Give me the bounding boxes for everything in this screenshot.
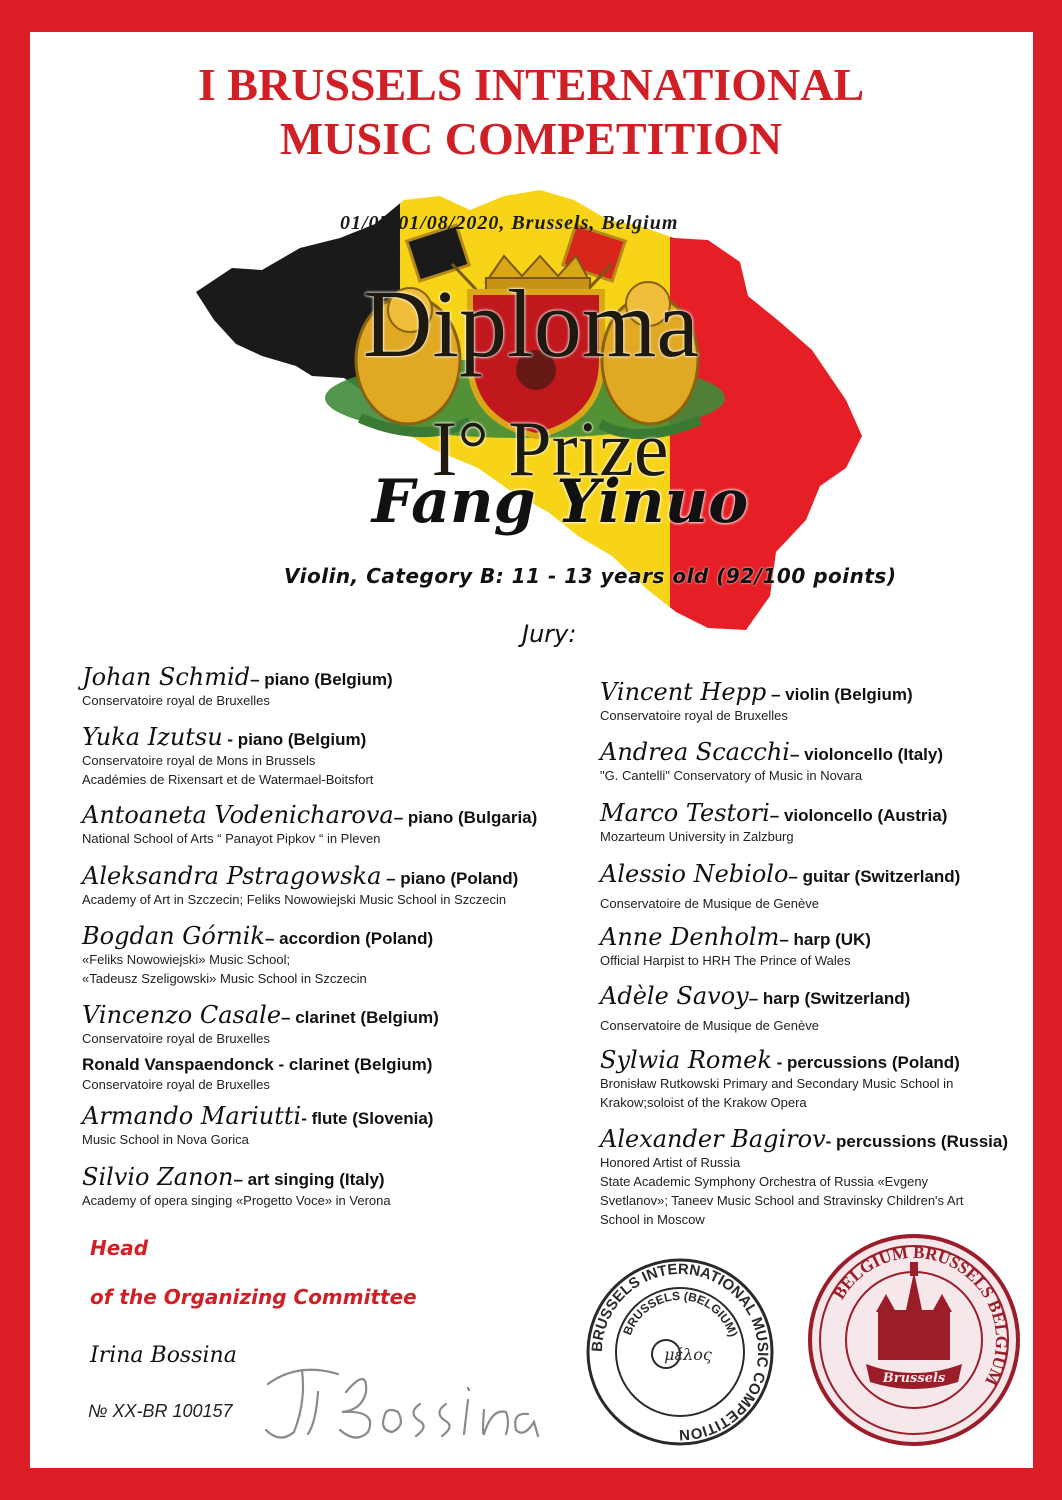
jury-member-institution: State Academic Symphony Orchestra of Russia «Evgeny [600,1174,929,1189]
jury-member-role: Ronald Vanspaendonck - clarinet (Belgium) [82,1055,433,1074]
jury-member-institution: Bronisław Rutkowski Primary and Secondary Music School in [600,1076,954,1091]
jury-member-name: Silvio Zanon [82,1163,234,1191]
diploma-serial-number: № XX-BR 100157 [88,1401,233,1421]
svg-text:Brussels: Brussels [882,1371,946,1386]
jury-member-institution: Mozarteum University in Zalzburg [600,829,794,844]
jury-member [82,922,433,988]
jury-member-institution: Academy of Art in Szczecin; Feliks Nowowiejski Music School in Szczecin [82,892,507,907]
diploma-heading: Diploma [363,270,699,377]
jury-member-role: – clarinet (Belgium) [281,1008,439,1027]
head-name: Irina Bossina [90,1343,237,1368]
jury-member-name: Anne Denholm [600,923,780,951]
jury-member-role: – accordion (Poland) [264,929,434,948]
brussels-seal-stamp [806,1232,1022,1448]
competition-title-line1: I BRUSSELS INTERNATIONAL [197,59,865,110]
jury-member-role: – harp (UK) [779,930,871,949]
jury-member-institution: Conservatoire royal de Bruxelles [82,1077,270,1092]
jury-member [82,862,518,909]
jury-member-role: – piano (Bulgaria) [393,808,538,827]
jury-member-name: Yuka Izutsu [82,723,223,751]
jury-member [600,923,871,970]
jury-member [600,860,960,913]
jury-member-institution: "G. Cantelli" Conservatory of Music in Novara [600,768,863,783]
handwritten-signature [258,1352,548,1448]
jury-member-role: – violin (Belgium) [766,685,913,704]
jury-member-institution: Academy of opera singing «Progetto Voce» in Verona [82,1193,391,1208]
jury-member-role: – violoncello (Austria) [769,806,948,825]
jury-member-name: Sylwia Romek [600,1046,772,1074]
jury-member-name: Armando Mariutti [82,1102,302,1130]
svg-text:BRUSSELS (BELGIUM): BRUSSELS (BELGIUM) [620,1288,741,1339]
jury-member-role: – piano (Belgium) [250,670,393,689]
jury-member-institution: «Feliks Nowowiejski» Music School; [82,952,291,967]
jury-member [82,1163,391,1210]
jury-member [82,663,393,710]
jury-member-name: Marco Testori [600,799,770,827]
head-title: Head [90,1236,149,1260]
category-line: Violin, Category B: 11 - 13 years old (92/100 points) [284,564,897,588]
jury-member-institution: Conservatoire de Musique de Genève [600,1018,819,1033]
jury-member-role: – guitar (Switzerland) [788,867,961,886]
jury-member-institution: Krakow;soloist of the Krakow Opera [600,1095,807,1110]
jury-member [82,1001,439,1048]
jury-member-name: Aleksandra Pstragowska [82,862,382,890]
jury-member [600,1125,1008,1229]
jury-member-institution: Conservatoire royal de Bruxelles [82,693,270,708]
jury-member-name: Andrea Scacchi [600,738,790,766]
jury-member-institution: Conservatoire royal de Bruxelles [82,1031,270,1046]
jury-member [600,738,943,785]
jury-member [600,982,910,1035]
jury-member-role: – piano (Poland) [381,869,519,888]
svg-text:BELGIUM BRUSSELS BELGIUM: BELGIUM BRUSSELS BELGIUM [829,1242,1012,1389]
jury-member-role: - percussions (Poland) [771,1053,960,1072]
svg-text:BRUSSELS INTERNATIONAL MUSIC C: BRUSSELS INTERNATIONAL MUSIC COMPETITION [588,1260,772,1444]
competition-seal-stamp [584,1256,776,1448]
jury-member-institution: Official Harpist to HRH The Prince of Wales [600,953,851,968]
jury-member-institution: Svetlanov»; Taneev Music School and Stravinsky Children's Art [600,1193,964,1208]
jury-member-institution: Conservatoire royal de Bruxelles [600,708,788,723]
prize-heading: I° Prize [431,405,669,492]
jury-member-name: Adèle Savoy [600,982,749,1010]
jury-member-institution: Conservatoire royal de Mons in Brussels [82,753,316,768]
jury-member-institution: Académies de Rixensart et de Watermael-Boitsfort [82,772,374,787]
jury-member-role: - flute (Slovenia) [301,1109,434,1128]
jury-heading: Jury: [522,620,577,648]
jury-member-name: Vincent Hepp [600,678,767,706]
jury-member-name: Johan Schmid [82,663,251,691]
jury-member [82,723,373,789]
jury-member-name: Alexander Bagirov [600,1125,826,1153]
jury-member-name: Alessio Nebiolo [600,860,789,888]
jury-member-role: - percussions (Russia) [825,1132,1008,1151]
jury-member-role: – violoncello (Italy) [789,745,944,764]
jury-member-institution: Honored Artist of Russia [600,1155,741,1170]
jury-member-role: – art singing (Italy) [233,1170,385,1189]
jury-member-role: - piano (Belgium) [222,730,367,749]
jury-member-institution: National School of Arts “ Panayot Pipkov “ in Pleven [82,831,381,846]
jury-member [600,1046,960,1112]
jury-member-institution: School in Moscow [600,1212,705,1227]
jury-member [82,801,537,848]
jury-member-name: Vincenzo Casale [82,1001,282,1029]
jury-member [600,799,947,846]
date-and-place: 01/07-01/08/2020, Brussels, Belgium [340,212,679,234]
jury-member-institution: Conservatoire de Musique de Genève [600,896,819,911]
laureate-name: Fang Yinuo [371,467,749,537]
competition-title-line2: MUSIC COMPETITION [279,113,783,164]
jury-member-role: – harp (Switzerland) [748,989,911,1008]
jury-member-name: Bogdan Górnik [82,922,265,950]
jury-member [600,678,913,725]
jury-member-institution: Music School in Nova Gorica [82,1132,249,1147]
jury-member-institution: «Tadeusz Szeligowski» Music School in Szczecin [82,971,367,986]
jury-member [82,1055,432,1094]
jury-member-name: Antoaneta Vodenicharova [82,801,394,829]
svg-text:μέλος: μέλος [664,1345,712,1364]
organizing-committee-title: of the Organizing Committee [90,1285,417,1309]
jury-member [82,1102,433,1149]
